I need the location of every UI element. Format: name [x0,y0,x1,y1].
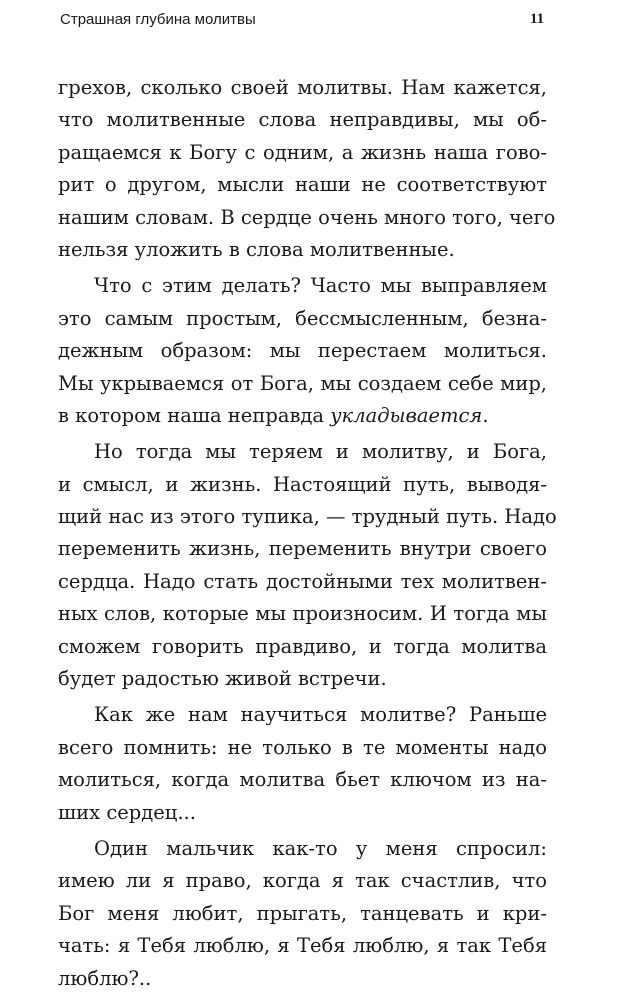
text-line: ших сердец... [58,800,196,824]
text-line: Что с этим делать? Часто мы выправляем [94,274,547,298]
text-line: Мы укрываемся от Бога, мы создаем себе мир, [58,371,547,395]
text-line: это самым простым, бессмысленным, безна- [58,306,547,330]
text-line: сердца. Надо стать достойными тех молитвен- [58,569,547,593]
paragraph-3 [58,436,557,695]
text-line: рит о другом, мысли наши не соответствуют [58,173,547,197]
text-fragment: в котором наша неправда [58,403,331,427]
paragraph-1 [58,72,556,266]
text-line: нашим словам. В сердце очень много того, чего [58,205,556,229]
page-number: 11 [530,11,545,27]
text-line: ращаемся к Богу с одним, а жизнь наша гово- [58,140,547,164]
text-line: нельзя уложить в слова молитвенные. [58,237,455,261]
running-title: Страшная глубина молитвы [60,11,256,28]
text-line: имею ли я право, когда я так счастлив, что [58,869,547,893]
text-line: сможем говорить правдиво, и тогда молитва [58,634,547,658]
paragraph-4 [58,699,547,829]
text-line: ных слов, которые мы произносим. И тогда мы [58,602,547,626]
page-body [58,72,557,995]
text-line: Бог меня любит, прыгать, танцевать и кри- [58,901,547,925]
emphasis-text: укладывается [330,403,483,427]
text-line: что молитвенные слова неправдивы, мы об- [58,108,547,132]
text-line: дежным образом: мы перестаем молиться. [58,339,547,363]
text-line: переменить жизнь, переменить внутри своего [58,537,547,561]
text-line: Но тогда мы теряем и молитву, и Бога, [94,440,547,464]
paragraph-5 [58,833,547,995]
text-line: будет радостью живой встречи. [58,667,387,691]
text-line: Как же нам научиться молитве? Раньше [94,703,547,727]
text-line: щий нас из этого тупика, — трудный путь. Надо [58,505,557,529]
text-line: грехов, сколько своей молитвы. Нам кажется, [58,76,547,99]
text-line: и смысл, и жизнь. Настоящий путь, выводя- [58,472,547,496]
text-line: чать: я Тебя люблю, я Тебя люблю, я так Тебя [58,934,547,958]
text-line: люблю?.. [58,966,152,990]
text-fragment: . [482,403,489,427]
text-line: молиться, когда молитва бьет ключом из на- [58,768,547,792]
text-line [58,400,547,432]
text-line: Один мальчик как-то у меня спросил: [94,836,547,860]
paragraph-2 [58,270,547,432]
running-header [0,0,626,40]
text-line: всего помнить: не только в те моменты надо [58,735,547,759]
